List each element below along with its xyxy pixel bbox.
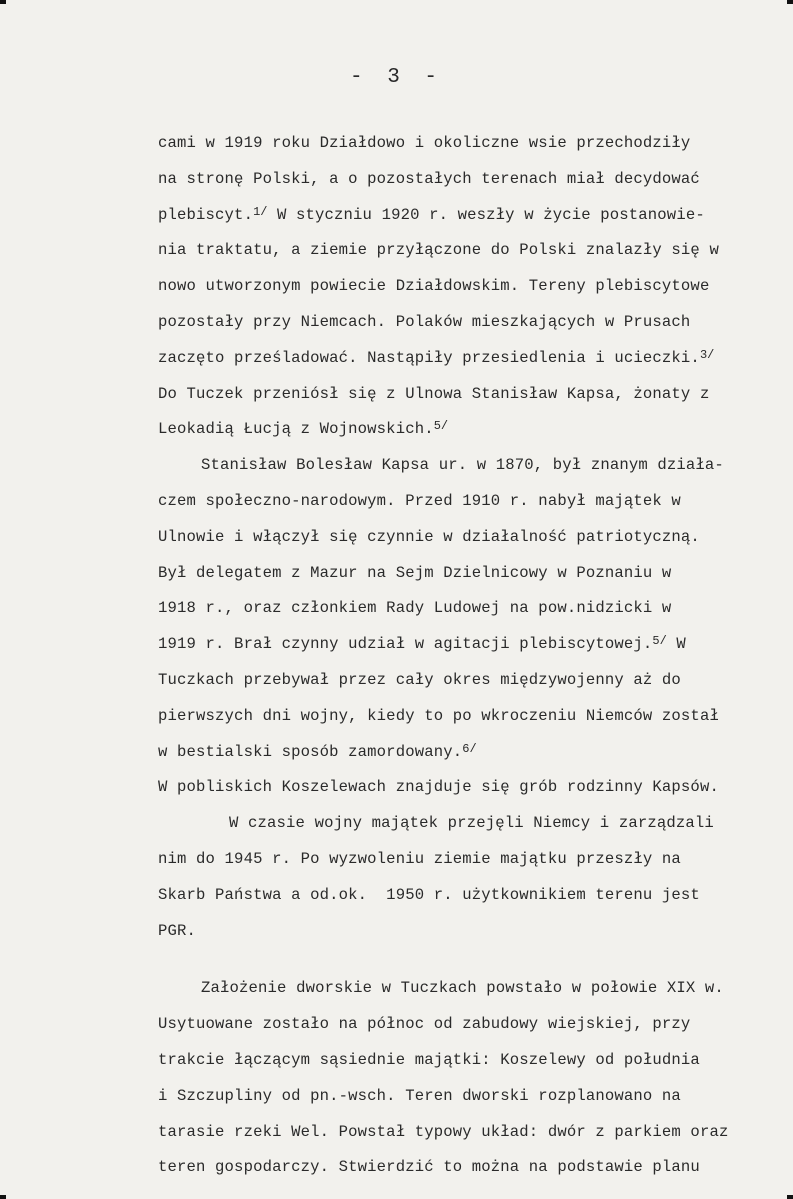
text-line — [158, 914, 788, 950]
text-segment: zaczęto prześladować. Nastąpiły przesiedlenia i ucieczki. — [158, 348, 700, 367]
text-line — [158, 770, 788, 806]
text-line — [158, 1150, 788, 1186]
text-segment: teren gospodarczy. Stwierdzić to można na podstawie planu — [158, 1158, 700, 1177]
text-line — [158, 878, 788, 914]
body-text — [158, 126, 788, 1186]
text-segment: cami w 1919 roku Działdowo i okoliczne wsie przechodziły — [158, 134, 691, 152]
text-segment: Usytuowane zostało na północ od zabudowy wiejskiej, przy — [158, 1015, 691, 1034]
text-segment: w bestialski sposób zamordowany. — [158, 742, 463, 761]
footnote-marker: 3/ — [699, 347, 715, 362]
text-line — [158, 269, 788, 305]
text-line — [158, 735, 788, 771]
text-segment: Leokadią Łucją z Wojnowskich. — [158, 420, 434, 439]
text-line — [158, 448, 788, 484]
text-line — [158, 520, 788, 556]
text-segment: trakcie łączącym sąsiednie majątki: Koszelewy od południa — [158, 1050, 700, 1069]
text-segment: W czasie wojny majątek przejęli Niemcy i zarządzali — [229, 814, 714, 833]
text-line — [158, 1079, 788, 1115]
page-number: - 3 - — [349, 66, 443, 89]
paragraph-gap — [158, 949, 788, 971]
text-line — [158, 126, 788, 162]
text-segment: W styczniu 1920 r. weszły w życie postanowie- — [267, 205, 705, 224]
footnote-marker: 1/ — [253, 204, 268, 219]
text-line — [158, 842, 788, 878]
footnote-marker: 5/ — [652, 634, 667, 649]
text-line — [158, 1115, 788, 1151]
text-segment: pozostały przy Niemcach. Polaków mieszkających w Prusach — [158, 312, 691, 331]
text-line — [158, 484, 788, 520]
text-line — [158, 971, 788, 1007]
text-line — [158, 663, 788, 699]
text-line — [158, 556, 788, 592]
text-segment: pierwszych dni wojny, kiedy to po wkroczeniu Niemców został — [158, 706, 719, 725]
text-segment: tarasie rzeki Wel. Powstał typowy układ: dwór z parkiem oraz — [158, 1122, 729, 1141]
text-segment: nim do 1945 r. Po wyzwoleniu ziemie majątku przeszły na — [158, 849, 681, 868]
text-segment: 1919 r. Brał czynny udział w agitacji plebiscytowej. — [158, 635, 653, 654]
text-line — [158, 1043, 788, 1079]
scan-corner-mark-bottom-right — [787, 1195, 793, 1199]
text-segment: Był delegatem z Mazur na Sejm Dzielnicowy w Poznaniu w — [158, 563, 672, 582]
text-segment: Ulnowie i włączył się czynnie w działalność patriotyczną. — [158, 527, 700, 546]
text-line — [158, 1007, 788, 1043]
scan-corner-mark-bottom-left — [0, 1195, 6, 1199]
text-line — [158, 377, 788, 413]
text-segment: nia traktatu, a ziemie przyłączone do Polski znalazły się w — [158, 241, 719, 260]
text-line — [158, 198, 788, 234]
text-segment: Stanisław Bolesław Kapsa ur. w 1870, był znanym działa- — [201, 456, 724, 475]
text-segment: 1918 r., oraz członkiem Rady Ludowej na pow.nidzicki w — [158, 599, 672, 618]
text-line — [158, 591, 788, 627]
text-line — [158, 806, 788, 842]
text-line — [158, 627, 788, 663]
text-segment: czem społeczno-narodowym. Przed 1910 r. nabył majątek w — [158, 491, 681, 510]
text-line — [158, 233, 788, 269]
text-line — [158, 341, 788, 377]
text-segment: i Szczupliny od pn.-wsch. Teren dworski rozplanowano na — [158, 1086, 681, 1105]
text-segment: nowo utworzonym powiecie Działdowskim. Tereny plebiscytowe — [158, 277, 710, 296]
text-segment: W — [666, 635, 686, 654]
text-segment: Do Tuczek przeniósł się z Ulnowa Stanisław Kapsa, żonaty z — [158, 384, 710, 403]
scan-corner-mark-top-left — [0, 0, 6, 4]
footnote-marker: 6/ — [462, 741, 477, 756]
text-line — [158, 162, 788, 198]
text-line — [158, 699, 788, 735]
text-segment: Tuczkach przebywał przez cały okres międzywojenny aż do — [158, 670, 681, 689]
text-line — [158, 305, 788, 341]
text-segment: PGR. — [158, 921, 197, 940]
text-line — [158, 412, 788, 448]
text-segment: Skarb Państwa a od.ok. 1950 r. użytkownikiem terenu jest — [158, 885, 700, 904]
footnote-marker: 5/ — [433, 419, 449, 434]
text-segment: na stronę Polski, a o pozostałych terenach miał decydować — [158, 169, 700, 188]
text-segment: Założenie dworskie w Tuczkach powstało w połowie XIX w. — [201, 979, 724, 998]
text-segment: W pobliskich Koszelewach znajduje się grób rodzinny Kapsów. — [158, 778, 719, 797]
text-segment: plebiscyt. — [158, 205, 254, 224]
scan-corner-mark-top-right — [787, 0, 793, 4]
